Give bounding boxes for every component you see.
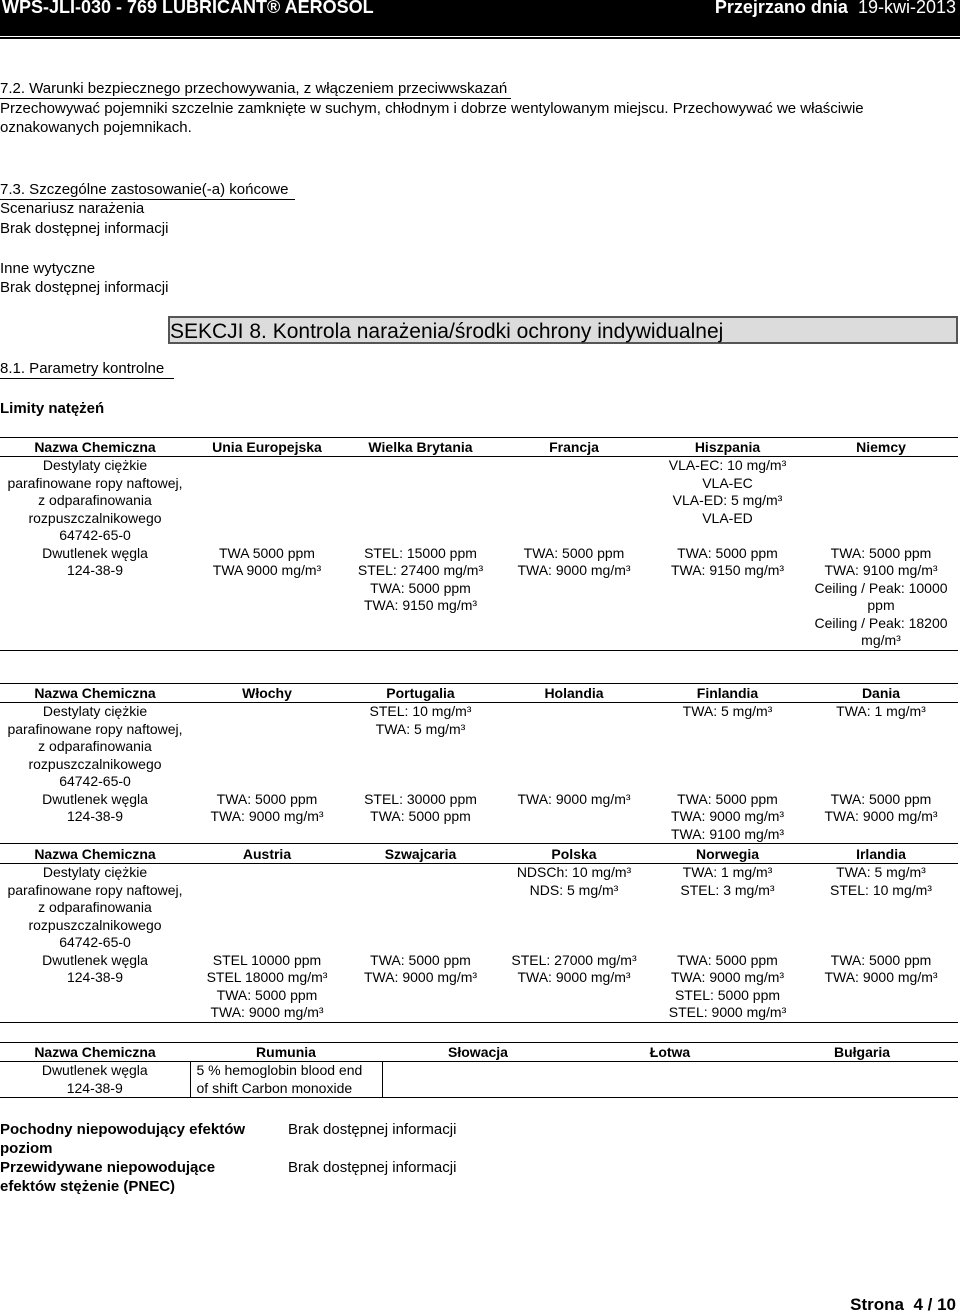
limit-value-cell: TWA: 5 mg/m³ (682, 703, 773, 719)
exposure-limits-table-1 (0, 438, 958, 651)
table-header-row (0, 845, 958, 864)
column-header-country: Hiszpania (651, 438, 804, 457)
limit-value-cell: STEL: 15000 ppm STEL: 27400 mg/m³ TWA: 5000 ppm TWA: 9150 mg/m³ (344, 545, 497, 651)
limit-value-cell: STEL 10000 ppm STEL 18000 mg/m³ TWA: 5000 ppm TWA: 9000 mg/m³ (190, 952, 344, 1023)
limit-value-cell (190, 703, 344, 791)
table-header-row (0, 684, 958, 703)
page-number: 4 / 10 (913, 1295, 956, 1314)
page-header (0, 0, 960, 36)
column-header-country: Portugalia (344, 684, 497, 703)
limit-value-cell (190, 864, 344, 952)
pnec-value: Brak dostępnej informacji (288, 1159, 457, 1176)
chemical-name-cell: Dwutlenek węgla 124-38-9 (0, 545, 190, 651)
limit-value-cell (497, 703, 651, 791)
header-divider (0, 37, 960, 39)
table-row (0, 791, 958, 844)
table-row (0, 864, 958, 952)
exposure-limits-table-4 (0, 1043, 958, 1098)
other-guidelines-value: Brak dostępnej informacji (0, 279, 169, 296)
limit-value-cell: TWA: 1 mg/m³ (836, 703, 926, 719)
limit-value-cell (804, 457, 958, 545)
column-header-country: Irlandia (804, 845, 958, 864)
limit-value-cell (344, 864, 497, 952)
exposure-limits-table-2 (0, 684, 958, 844)
column-header-country: Unia Europejska (190, 438, 344, 457)
column-header-country: Włochy (190, 684, 344, 703)
section-8-bar (168, 316, 958, 344)
limit-value-cell: TWA: 5 mg/m³ STEL: 10 mg/m³ (830, 864, 932, 898)
revision-info (715, 0, 956, 18)
limit-value-cell: TWA: 1 mg/m³ STEL: 3 mg/m³ (680, 864, 775, 898)
column-header-country: Dania (804, 684, 958, 703)
limit-value-cell: TWA: 5000 ppm TWA: 9100 mg/m³ Ceiling / Peak: 10000 ppm Ceiling / Peak: 18200 mg/m³ (804, 545, 958, 651)
table-row (0, 703, 958, 791)
limit-value-cell: STEL: 10 mg/m³ TWA: 5 mg/m³ (369, 703, 472, 737)
column-header-country: Słowacja (382, 1043, 574, 1062)
column-header-country: Łotwa (574, 1043, 766, 1062)
column-header-country: Bułgaria (766, 1043, 958, 1062)
column-header-chemical-name: Nazwa Chemiczna (0, 684, 190, 703)
limit-value-cell: TWA: 5000 ppm TWA: 9000 mg/m³ (190, 791, 344, 844)
limit-value-cell (344, 457, 497, 545)
chemical-name-cell: Destylaty ciężkie parafinowane ropy naftowej, z odparafinowania rozpuszczalnikowego 64742-65-0 (7, 703, 183, 789)
limit-value-cell (766, 1062, 958, 1098)
limit-value-cell: TWA: 5000 ppm TWA: 9000 mg/m³ TWA: 9100 mg/m³ (651, 791, 804, 844)
limit-value-cell: STEL: 27000 mg/m³ TWA: 9000 mg/m³ (497, 952, 651, 1023)
column-header-country: Norwegia (651, 845, 804, 864)
exposure-limits-table-3 (0, 845, 958, 1023)
column-header-country: Wielka Brytania (344, 438, 497, 457)
limit-value-cell: TWA: 5000 ppm TWA: 9000 mg/m³ (804, 952, 958, 1023)
page-label: Strona (850, 1295, 904, 1314)
chemical-name-cell: Destylaty ciężkie parafinowane ropy naftowej, z odparafinowania rozpuszczalnikowego 64742-65-0 (7, 457, 183, 543)
section-8-1-heading: 8.1. Parametry kontrolne (0, 360, 174, 379)
pnec-label: Przewidywane niepowodujące efektów stężenie (PNEC) (0, 1159, 216, 1195)
column-header-country: Polska (497, 845, 651, 864)
column-header-country: Holandia (497, 684, 651, 703)
revision-label: Przejrzano dnia (714, 0, 848, 17)
column-header-country: Szwajcaria (344, 845, 497, 864)
s72-text-line1: Przechowywać pojemniki szczelnie zamknięte w suchym, chłodnym i dobrze wentylowanym miejscu. Przechowywać we właściwie (0, 100, 864, 117)
table-row (0, 457, 958, 545)
limit-value-cell (382, 1062, 574, 1098)
limit-value-cell: TWA: 5000 ppm TWA: 9150 mg/m³ (651, 545, 804, 651)
limit-value-cell: VLA-EC: 10 mg/m³ VLA-EC VLA-ED: 5 mg/m³ VLA-ED (668, 457, 787, 526)
section-8-title: SEKCJI 8. Kontrola narażenia/środki ochrony indywidualnej (170, 320, 724, 343)
table-row (0, 1062, 958, 1098)
dnel-label: Pochodny niepowodujący efektów poziom (0, 1121, 246, 1157)
chemical-name-cell: Dwutlenek węgla 124-38-9 (0, 791, 190, 844)
limit-value-cell: TWA: 5000 ppm TWA: 9000 mg/m³ STEL: 5000 ppm STEL: 9000 mg/m³ (651, 952, 804, 1023)
limit-value-cell: NDSCh: 10 mg/m³ NDS: 5 mg/m³ (516, 864, 632, 898)
column-header-country: Niemcy (804, 438, 958, 457)
limit-value-cell (574, 1062, 766, 1098)
chemical-name-cell: Dwutlenek węgla 124-38-9 (0, 952, 190, 1023)
limit-value-cell: TWA: 9000 mg/m³ (497, 791, 651, 844)
limit-value-cell: TWA 5000 ppm TWA 9000 mg/m³ (190, 545, 344, 651)
scenario-value: Brak dostępnej informacji (0, 220, 169, 237)
limit-value-cell (190, 457, 344, 545)
limit-value-cell: STEL: 30000 ppm TWA: 5000 ppm (344, 791, 497, 844)
dnel-value: Brak dostępnej informacji (288, 1121, 457, 1138)
s72-text-line2: oznakowanych pojemnikach. (0, 119, 192, 136)
limits-heading: Limity natężeń (0, 400, 105, 417)
column-header-country: Austria (190, 845, 344, 864)
limit-value-cell: TWA: 5000 ppm TWA: 9000 mg/m³ (497, 545, 651, 651)
limit-value-cell: TWA: 5000 ppm TWA: 9000 mg/m³ (344, 952, 497, 1023)
column-header-country: Rumunia (190, 1043, 382, 1062)
column-header-chemical-name: Nazwa Chemiczna (0, 438, 190, 457)
table-header-row (0, 1043, 958, 1062)
table-header-row (0, 438, 958, 457)
scenario-label: Scenariusz narażenia (0, 200, 145, 217)
revision-date: 19-kwi-2013 (857, 0, 956, 17)
product-title: WPS-JLI-030 - 769 LUBRICANT® AEROSOL (2, 0, 374, 17)
limit-value-cell (497, 457, 651, 545)
other-guidelines-label: Inne wytyczne (0, 260, 96, 277)
table-row (0, 952, 958, 1023)
page-footer (850, 1295, 956, 1315)
section-7-2-heading: 7.2. Warunki bezpiecznego przechowywania, z włączeniem przeciwwskazań (0, 80, 511, 99)
chemical-name-cell: Dwutlenek węgla 124-38-9 (0, 1062, 190, 1098)
column-header-country: Francja (497, 438, 651, 457)
column-header-chemical-name: Nazwa Chemiczna (0, 845, 190, 864)
limit-value-cell: 5 % hemoglobin blood end of shift Carbon monoxide (190, 1062, 382, 1098)
table-row (0, 545, 958, 651)
section-7-3-heading: 7.3. Szczególne zastosowanie(-a) końcowe (0, 181, 295, 200)
limit-value-cell: TWA: 5000 ppm TWA: 9000 mg/m³ (804, 791, 958, 844)
column-header-country: Finlandia (651, 684, 804, 703)
chemical-name-cell: Destylaty ciężkie parafinowane ropy naftowej, z odparafinowania rozpuszczalnikowego 64742-65-0 (7, 864, 183, 950)
column-header-chemical-name: Nazwa Chemiczna (0, 1043, 190, 1062)
